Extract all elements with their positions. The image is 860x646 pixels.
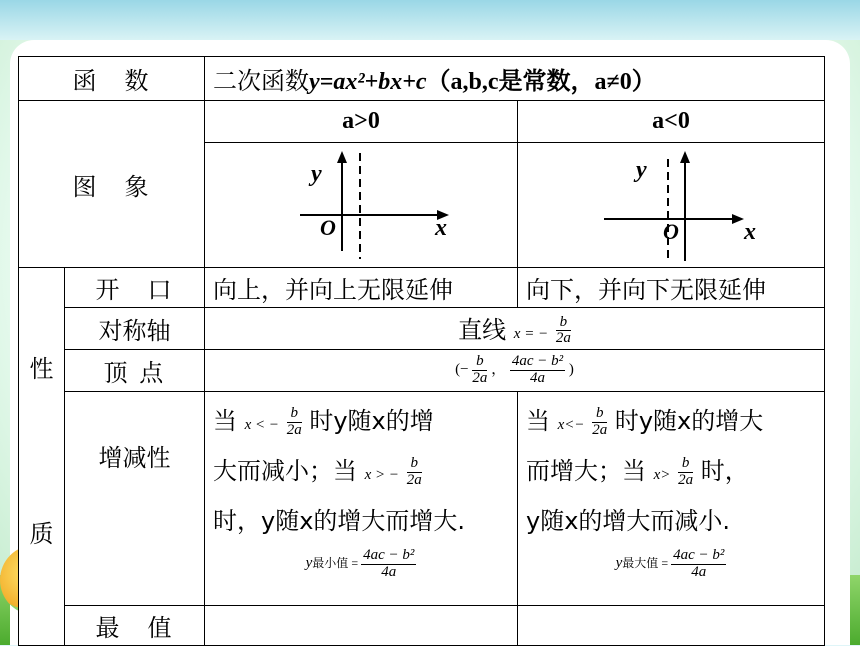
frac-num: b (287, 406, 302, 423)
mono-neg-text (518, 392, 824, 587)
frac-num: 4ac − b² (511, 353, 564, 370)
row-extreme-value (19, 606, 825, 646)
text: 当 (213, 407, 237, 435)
ineq: x<− (557, 417, 585, 433)
fraction (361, 548, 416, 581)
label-monotonicity: 增减性 (65, 392, 205, 606)
frac-num: 4ac − b² (673, 547, 725, 563)
row-opening (19, 268, 825, 308)
formula-lhs: y (615, 555, 623, 571)
frac-num: b (592, 406, 607, 423)
function-title-cn: 二次函数 (213, 67, 309, 95)
frac-num: b (472, 354, 487, 371)
vertex-value (205, 350, 825, 392)
case-a-positive: a>0 (205, 101, 518, 143)
frac-num: 4ac − b² (363, 547, 415, 563)
formula-sub: 最大值 (622, 556, 659, 570)
graph-a-negative (518, 143, 825, 268)
ineq: x> (653, 467, 671, 483)
origin-label: O (663, 219, 679, 244)
frac-den: 4a (381, 563, 397, 580)
text: y随x的增大而减小. (526, 507, 731, 535)
frac-den: 2a (678, 471, 694, 488)
vertex-y-fraction (510, 354, 565, 387)
axis-eq-lhs: x = − (513, 325, 549, 342)
frac-den: 2a (286, 421, 302, 438)
axes-diagram-positive (205, 143, 517, 261)
x-axis-label: x (744, 219, 756, 245)
fraction (592, 406, 607, 439)
origin-label: O (320, 215, 336, 240)
case-a-negative: a<0 (518, 101, 825, 143)
row-graph-cases (19, 101, 825, 143)
frac-num: b (678, 456, 693, 473)
axes-diagram-negative (518, 143, 824, 261)
text: 时y随x的增大 (614, 407, 764, 435)
vertex-comma: ， (491, 361, 507, 378)
frac-den: 2a (592, 421, 608, 438)
quadratic-function-table (18, 56, 825, 646)
y-axis-label: y (636, 157, 647, 183)
row-monotonicity (19, 392, 825, 606)
frac-den: 2a (472, 370, 488, 386)
label-extreme-value: 最 值 (65, 606, 205, 646)
label-axis-of-symmetry: 对称轴 (65, 308, 205, 350)
function-equation: y=ax²+bx+c (309, 69, 427, 95)
frac-den: 2a (406, 471, 422, 488)
label-properties-char2: 质 (29, 519, 54, 548)
axis-text: 直线 (458, 315, 507, 344)
monotonicity-positive (205, 392, 518, 606)
fraction (671, 548, 726, 581)
graph-a-positive (205, 143, 518, 268)
label-properties (19, 268, 65, 646)
row-function (19, 57, 825, 101)
text: 时y随x的增 (309, 407, 434, 435)
row-vertex (19, 350, 825, 392)
frac-den: 2a (555, 330, 571, 347)
fraction (407, 456, 422, 489)
text: 当 (526, 407, 550, 435)
label-properties-char1: 性 (29, 354, 54, 383)
frac-num: b (556, 315, 571, 332)
vertex-x-fraction (472, 354, 487, 387)
axis-fraction (556, 315, 571, 348)
frac-num: b (407, 456, 422, 473)
extreme-negative (518, 606, 825, 646)
y-axis-label: y (311, 161, 322, 187)
text: 而增大；当 (526, 457, 646, 485)
frac-den: 4a (529, 370, 545, 386)
max-value-formula: y最大值 = $\frac{\text{4ac − b²}}{4a}$ (615, 547, 725, 580)
text: 时， (700, 457, 749, 485)
formula-lhs: y (305, 555, 313, 571)
label-graph: 图 象 (19, 101, 205, 268)
ineq: x > − (364, 467, 400, 483)
monotonicity-negative (518, 392, 825, 606)
label-vertex: 顶 点 (65, 350, 205, 392)
text: 大而减小；当 (213, 457, 357, 485)
label-opening: 开 口 (65, 268, 205, 308)
axis-of-symmetry-value (205, 308, 825, 350)
function-definition (205, 57, 825, 101)
ineq: x < − (244, 417, 280, 433)
frac-den: 4a (691, 563, 707, 580)
min-value-formula: y最小值 = $\frac{\text{4ac − b²}}{4a}$ (305, 547, 415, 580)
label-function: 函 数 (19, 57, 205, 101)
fraction (287, 406, 302, 439)
row-axis-of-symmetry (19, 308, 825, 350)
opening-positive: 向上，并向上无限延伸 (205, 268, 518, 308)
function-condition: （a,b,c是常数，a≠0） (426, 69, 656, 95)
opening-negative: 向下，并向下无限延伸 (518, 268, 825, 308)
formula-sub: 最小值 (312, 556, 349, 570)
x-axis-label: x (435, 215, 447, 241)
fraction (678, 456, 693, 489)
extreme-positive (205, 606, 518, 646)
text: 时，y随x的增大而增大. (213, 507, 466, 535)
mono-pos-text (205, 392, 517, 587)
vertex-open: (− (455, 361, 469, 378)
vertex-close: ) (568, 361, 574, 378)
top-border (0, 0, 860, 40)
